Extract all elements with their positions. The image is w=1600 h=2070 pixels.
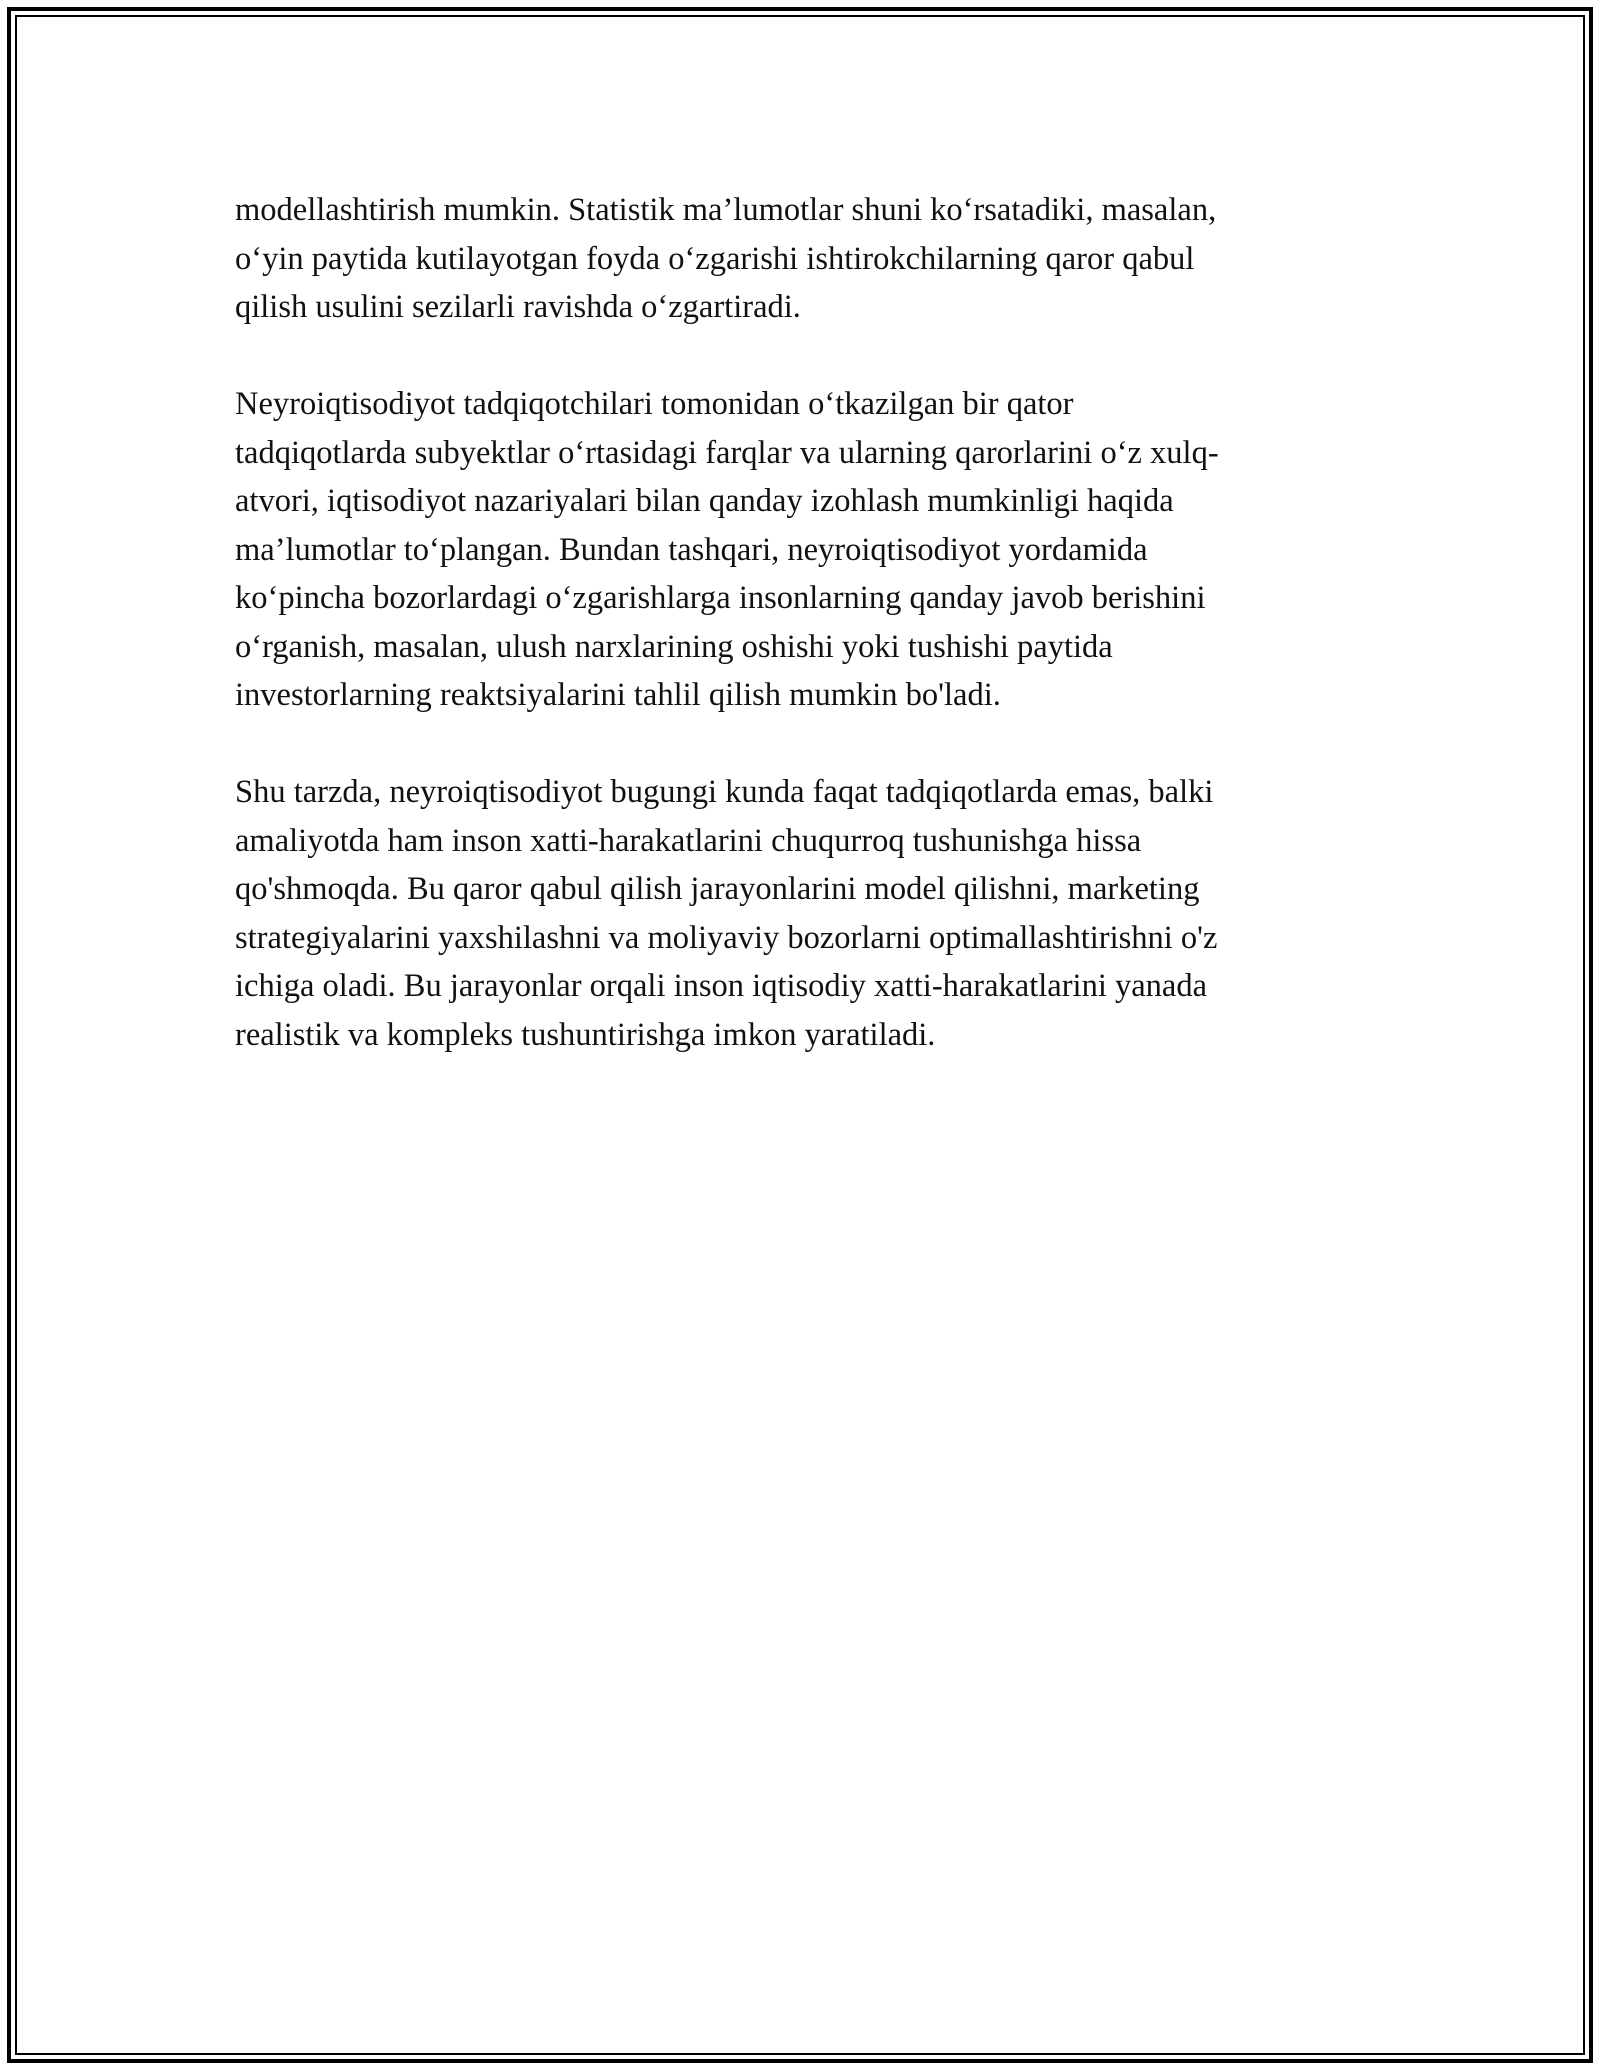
text-line: atvori, iqtisodiyot nazariyalari bilan qanday izohlash mumkinligi haqida: [235, 483, 1174, 519]
text-line: ma’lumotlar toʻplangan. Bundan tashqari, neyroiqtisodiyot yordamida: [235, 531, 1148, 568]
paragraph-3: [235, 768, 1365, 1059]
text-line: oʻyin paytida kutilayotgan foyda oʻzgarishi ishtirokchilarning qaror qabul: [235, 240, 1195, 277]
text-line: modellashtirish mumkin. Statistik ma’lumotlar shuni koʻrsatadiki, masalan,: [235, 192, 1217, 228]
text-line: qo'shmoqda. Bu qaror qabul qilish jarayonlarini model qilishni, marketing: [235, 871, 1200, 907]
text-line: strategiyalarini yaxshilashni va moliyaviy bozorlarni optimallashtirishni o'z: [235, 919, 1218, 956]
text-line: oʻrganish, masalan, ulush narxlarining oshishi yoki tushishi paytida: [235, 628, 1113, 665]
text-line: ichiga oladi. Bu jarayonlar orqali inson iqtisodiy xatti-harakatlarini yanada: [235, 968, 1208, 1004]
text-line: Neyroiqtisodiyot tadqiqotchilari tomonidan oʻtkazilgan bir qator: [235, 386, 1074, 422]
document-body: [235, 186, 1365, 1108]
text-line: amaliyotda ham inson xatti-harakatlarini chuqurroq tushunishga hissa: [235, 822, 1142, 859]
text-line: Shu tarzda, neyroiqtisodiyot bugungi kunda faqat tadqiqotlarda emas, balki: [235, 774, 1214, 810]
text-line: koʻpincha bozorlardagi oʻzgarishlarga insonlarning qanday javob berishini: [235, 580, 1206, 616]
paragraph-1: [235, 186, 1365, 332]
text-line: qilish usulini sezilarli ravishda oʻzgartiradi.: [235, 289, 801, 325]
text-line: tadqiqotlarda subyektlar oʻrtasidagi farqlar va ularning qarorlarini oʻz xulq-: [235, 434, 1219, 471]
text-line: realistik va kompleks tushuntirishga imkon yaratiladi.: [235, 1016, 936, 1053]
paragraph-2: [235, 380, 1365, 720]
text-line: investorlarning reaktsiyalarini tahlil qilish mumkin bo'ladi.: [235, 677, 1001, 713]
